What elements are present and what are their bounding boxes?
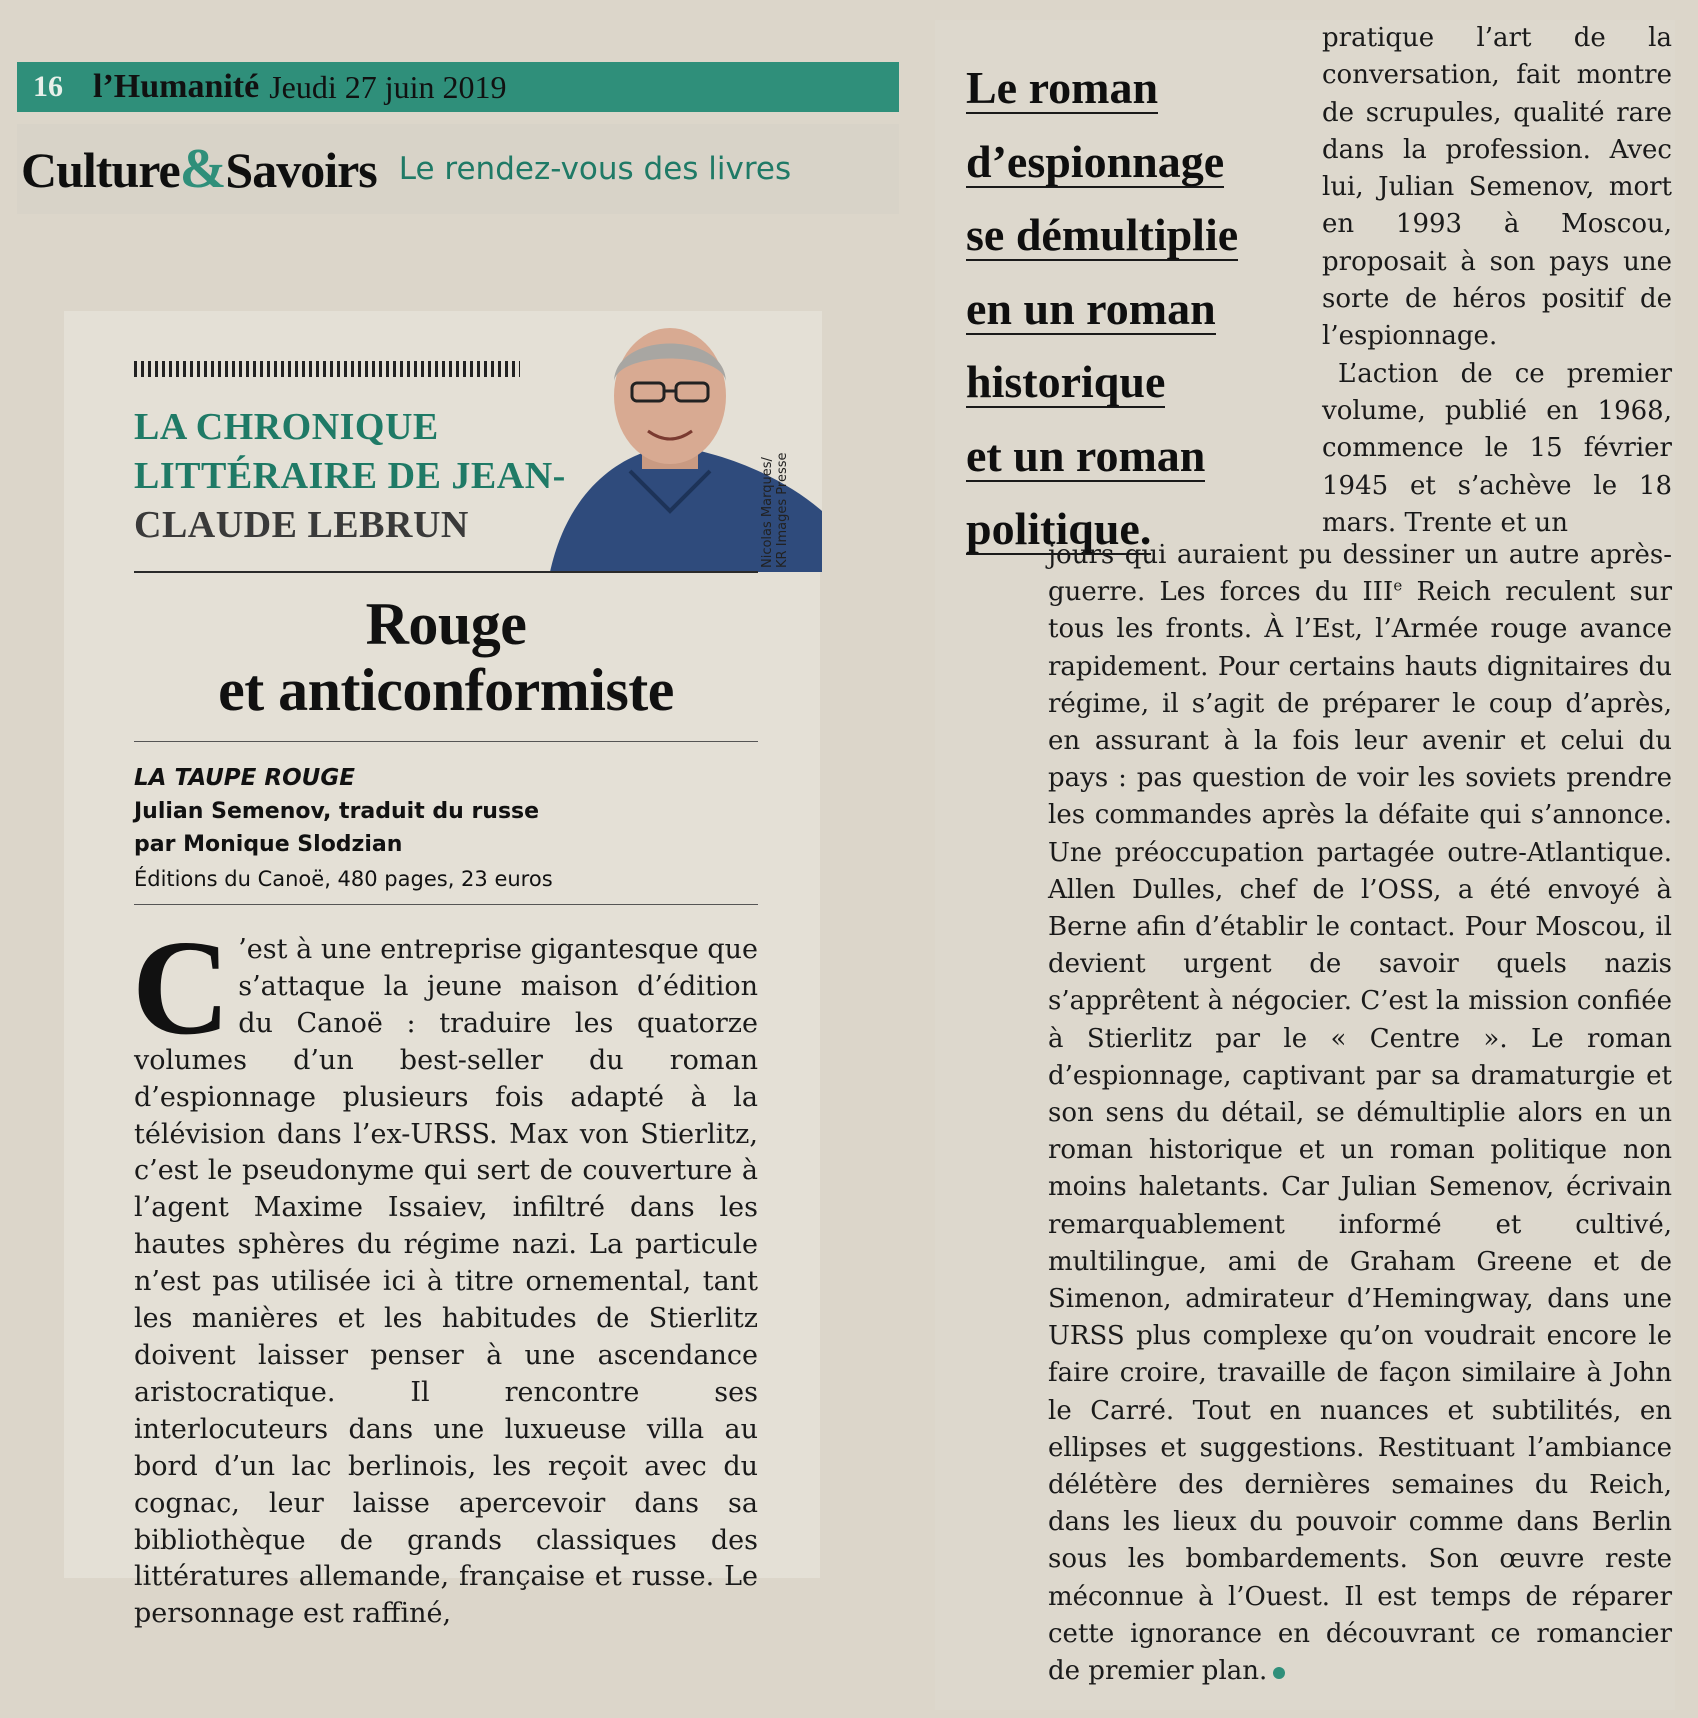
book-reference	[134, 761, 758, 897]
drop-cap: C	[132, 913, 231, 1063]
headline-line-1: Rouge	[365, 591, 527, 657]
section-rubric	[17, 124, 899, 214]
article-headline	[134, 591, 758, 723]
headline-line-2: et anticonformiste	[218, 657, 674, 723]
pullquote-line: se démultiplie	[966, 209, 1239, 260]
page-number: 16	[33, 70, 63, 103]
article-body-column-bottom	[1048, 537, 1672, 1690]
book-publisher: Éditions du Canoë, 480 pages, 23 euros	[134, 867, 553, 891]
end-of-article-dot-icon	[1273, 1667, 1285, 1679]
body-paragraph	[1048, 537, 1672, 1690]
book-info-rule	[134, 904, 758, 905]
section-title-part1: Culture	[21, 142, 180, 198]
section-title	[21, 137, 377, 201]
photo-credit: Nicolas Marques/ KR Images Presse	[760, 452, 790, 568]
kicker-rule	[134, 571, 758, 573]
pullquote-line: Le roman	[966, 62, 1159, 113]
article-body-lead	[132, 913, 758, 1633]
article-body-column-top	[1322, 20, 1672, 542]
pullquote-line: en un roman	[966, 282, 1216, 334]
lead-paragraph: ’est à une entreprise gigantesque que s’attaque la jeune maison d’édition du Canoë : traduire les quatorze volumes d’un best-seller du roman d’espionnage plusieurs fois adapté à la télévision dans l’ex-URSS. Max von Stierlitz, c’est le pseudonyme qui sert de couverture à l’agent Maxime Issaiev, infiltré dans les hautes sphères du régime nazi. La particule n’est pas utilisée ici à titre ornemental, tant les manières et les habitudes de Stierlitz doivent laisser penser à une ascendance aristocratique. Il rencontre ses interlocuteurs dans une luxueuse villa au bord d’un lac berlinois, les reçoit avec du cognac, leur laisse apercevoir dans sa bibliothèque de grands classiques des littératures allemande, française et russe. Le personnage est raffiné,	[134, 934, 758, 1630]
book-author-line-2: par Monique Slodzian	[134, 832, 403, 857]
body-text-segment: Reich reculent sur tous les fronts. À l’Est, l’Armée rouge avance rapidement. Pour certains hauts dignitaires du régime, il s’agit de préparer le coup d’après, en assurant à la fois leur avenir et celui du pays : pas question de voir les soviets prendre les commandes après la défaite qui s’annonce. Une préoccupation partagée outre-Atlantique. Allen Dulles, chef de l’OSS, a été envoyé à Berne afin d’établir le contact. Pour Moscou, il devient urgent de savoir quels nazis s’apprêtent à négocier. C’est la mission confiée à Stierlitz par le « Centre ». Le roman d’espionnage, captivant par sa dramaturgie et son sens du détail, se démultiplie alors en un roman historique et un roman politique non moins haletants. Car Julian Semenov, écrivain remarquablement informé et cultivé, multilingue, ami de Graham Greene et de Simenon, admirateur d’Hemingway, dans une URSS plus complexe qu’on voudrait encore le faire croire, travaille de façon similaire à John le Carré. Tout en nuances et subtilités, en ellipses et suggestions. Restituant l’ambiance délétère des dernières semaines du Reich, dans les lieux du pouvoir comme dans Berlin sous les bombardements. Son œuvre reste méconnue à l’Ouest. Il est temps de réparer cette ignorance en découvrant ce romancier de premier plan.	[1048, 577, 1672, 1687]
pullquote-line: d’espionnage	[966, 135, 1225, 187]
kicker-line-2: LITTÉRAIRE DE JEAN-	[134, 455, 566, 497]
masthead: l’Humanité	[93, 68, 260, 105]
superscript: e	[1393, 576, 1403, 595]
pullquote-line: et un roman	[966, 429, 1206, 481]
issue-date: Jeudi 27 juin 2019	[269, 68, 507, 105]
body-text-segment: jours qui auraient pu dessiner un autre après-guerre. Les forces du III	[1048, 540, 1672, 608]
pullquote-line: politique.	[966, 503, 1152, 554]
pullquote-line: historique	[966, 356, 1166, 407]
pull-quote	[966, 56, 1286, 571]
header-band	[17, 62, 899, 112]
kicker-line-3: CLAUDE LEBRUN	[134, 504, 469, 546]
headline-rule	[134, 741, 758, 742]
kicker-line-1: LA CHRONIQUE	[134, 406, 439, 448]
section-title-part2: Savoirs	[225, 142, 377, 198]
article-card	[64, 311, 820, 1630]
book-author-line-1: Julian Semenov, traduit du russe	[134, 799, 540, 824]
section-ampersand: &	[179, 138, 226, 200]
body-paragraph: L’action de ce premier volume, publié en 1968, commence le 15 février 1945 et s’achève le 18 mars. Trente et un	[1322, 358, 1672, 538]
book-title: LA TAUPE ROUGE	[134, 765, 355, 791]
column-kicker	[134, 403, 574, 550]
body-paragraph: pratique l’art de la conversation, fait montre de scrupules, qualité rare dans la profession. Avec lui, Julian Semenov, mort en 1993 à Moscou, proposait à son pays une sorte de héros positif de l’espionnage.	[1322, 23, 1672, 352]
section-subtitle: Le rendez-vous des livres	[398, 151, 792, 187]
